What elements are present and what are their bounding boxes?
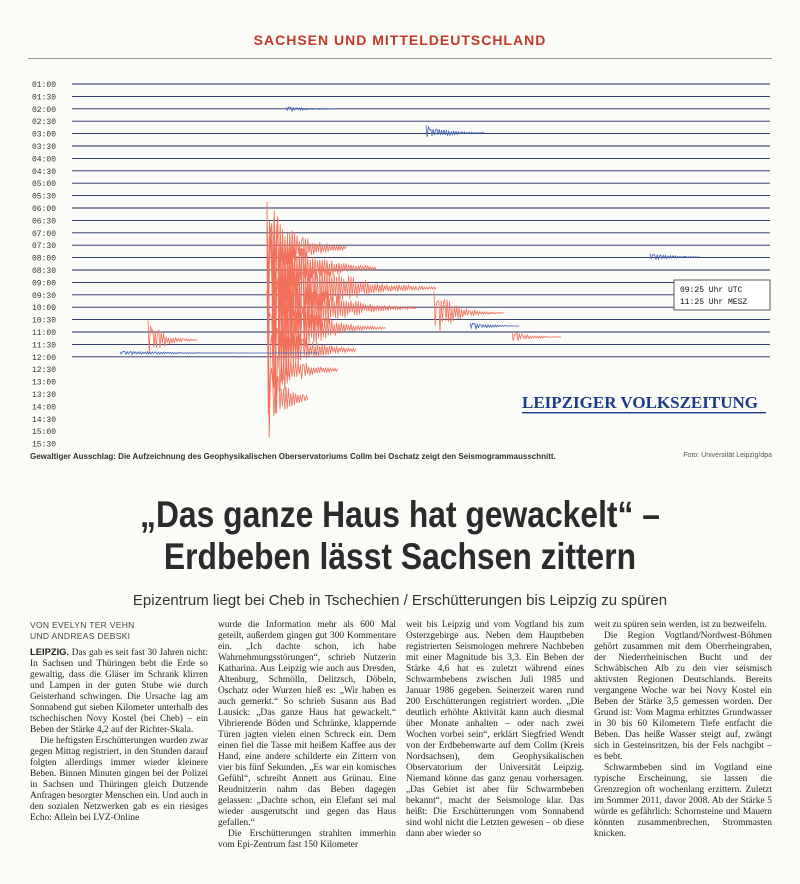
time-label: 09:30 bbox=[32, 291, 57, 301]
photo-caption: Gewaltiger Ausschlag: Die Aufzeichnung des Geophysikalischen Oberservatoriums Collm bei Oschatz zeigt den Seismogrammausschnitt. bbox=[30, 452, 556, 461]
newspaper-logo: LEIPZIGER VOLKSZEITUNG bbox=[522, 393, 758, 412]
time-label: 08:00 bbox=[32, 254, 57, 264]
headline-line-1: „Das ganze Haus hat gewackelt“ – bbox=[140, 494, 660, 535]
photo-credit: Foto: Universität Leipzig/dpa bbox=[683, 452, 772, 459]
annotation-utc: 09:25 Uhr UTC bbox=[680, 286, 743, 295]
time-label: 07:30 bbox=[32, 242, 57, 252]
time-label: 08:30 bbox=[32, 267, 57, 276]
paragraph: Die heftigsten Erschütterungen wurden zwar gegen Mittag registriert, in den Stunden darauf folgten allerdings immer wieder kleinere Beben. Binnen Minuten gingen bei der Polizei in Sachsen und Thüringen gleich Dutzende Anfragen besorgter Menschen ein. Und auch in den sozialen Netzwerken gab es ein riesiges Echo: Allein bei LVZ-Online bbox=[30, 736, 208, 823]
time-label: 14:00 bbox=[32, 403, 57, 413]
time-label: 05:00 bbox=[32, 180, 57, 190]
subheadline: Epizentrum liegt bei Cheb in Tschechien / Erschütterungen bis Leipzig zu spüren bbox=[132, 592, 668, 609]
time-label: 12:30 bbox=[32, 366, 57, 376]
time-label: 14:30 bbox=[32, 415, 57, 425]
article-column-3 bbox=[406, 620, 584, 878]
article-body bbox=[30, 620, 772, 878]
article-column-2 bbox=[218, 620, 396, 878]
tremor-burst bbox=[426, 125, 485, 137]
aftershock-burst bbox=[512, 331, 561, 340]
byline bbox=[30, 620, 208, 642]
section-title: SACHSEN UND MITTELDEUTSCHLAND bbox=[253, 32, 547, 48]
article-column-1 bbox=[30, 620, 208, 878]
seismogram bbox=[30, 68, 772, 456]
time-label: 13:30 bbox=[32, 391, 57, 400]
time-label: 10:30 bbox=[32, 316, 57, 326]
time-label: 04:30 bbox=[32, 167, 57, 177]
time-label: 04:00 bbox=[32, 155, 57, 165]
time-label: 13:00 bbox=[32, 378, 57, 388]
headline-line-2: Erdbeben lässt Sachsen zittern bbox=[163, 536, 637, 577]
logo-underline bbox=[522, 412, 766, 413]
byline-line-2: UND ANDREAS DEBSKI bbox=[30, 631, 131, 641]
dateline: LEIPZIG. bbox=[30, 646, 70, 657]
time-label: 06:00 bbox=[32, 205, 57, 214]
paragraph: Schwarmbeben sind im Vogtland eine typische Erscheinung, sie lassen die Grenzregion oft wochenlang erzittern. Zuletzt im Sommer 2011, davor 2008. Ab der Stärke 5 würde es gefährlich: Schornsteine und Mauern könnten zusammenbrechen, Strommasten knicken. bbox=[594, 763, 772, 839]
time-label: 03:30 bbox=[32, 143, 57, 152]
time-label: 02:00 bbox=[32, 105, 57, 115]
paragraph: weit zu spüren sein werden, ist zu bezweifeln. bbox=[594, 620, 767, 630]
article-column-4 bbox=[594, 620, 772, 878]
annotation-mesz: 11:25 Uhr MESZ bbox=[680, 298, 748, 307]
time-label: 05:30 bbox=[32, 192, 57, 202]
time-label: 12:00 bbox=[32, 353, 57, 363]
time-label: 15:00 bbox=[32, 428, 57, 438]
section-divider bbox=[28, 58, 772, 59]
time-label: 11:30 bbox=[32, 341, 57, 351]
time-label: 06:30 bbox=[32, 217, 57, 227]
byline-line-1: VON EVELYN TER VEHN bbox=[30, 620, 135, 630]
time-label: 03:00 bbox=[32, 130, 57, 140]
paragraph: weit bis Leipzig und vom Vogtland bis zum Osterzgebirge aus. Neben dem Hauptbeben registrierten Seismologen mehrere Nachbeben mit einer Magnitude bis 3,3. Ein Beben der Stärke 4,6 hat es zuletzt während eines Schwarmbebens zwischen Juli 1985 und Januar 1986 gegeben. Seinerzeit waren rund 200 Erschütterungen registriert worden. „Die deutlich erhöhte Aktivität kann auch diesmal über Monate anhalten – oder nach zwei Wochen vorbei sein“, erklärt Siegfried Wendt von der Erdbebenwarte auf dem Collm (Kreis Nordsachsen), dem Geophysikalischen Observatorium der Universität Leipzig. Niemand könne das ganz genau vorhersagen. „Das Gebiet ist aber für Schwarmbeben bekannt“, macht der Seismologe klar. Das heißt: Die Erschütterungen vom Sonnabend sind wohl nicht die Letzten gewesen – ob diese dann aber wieder so bbox=[406, 620, 584, 839]
tremor-burst bbox=[650, 254, 699, 260]
time-label: 11:00 bbox=[32, 329, 57, 338]
aftershock-burst bbox=[434, 291, 504, 332]
time-label: 10:00 bbox=[32, 304, 57, 314]
time-label: 02:30 bbox=[32, 118, 57, 128]
paragraph: Die Erschütterungen strahlten immerhin vom Epi-Zentrum fast 150 Kilometer bbox=[218, 829, 396, 850]
time-label: 09:00 bbox=[32, 279, 57, 289]
aftershock-burst bbox=[148, 320, 197, 353]
paragraph: wurde die Information mehr als 600 Mal geteilt, außerdem gingen gut 300 Kommentare ein. „Ich dachte schon, ich habe Wahrnehmungsstörungen“, schrieb Nutzerin Katharina. Aus Leipzig wie auch aus Dresden, Altenburg, Schmölln, Delitzsch, Döbeln, Oschatz oder Wurzen hieß es: „Wir haben es auch gemerkt.“ So schrieb Susann aus Bad Lausick: „Das ganze Haus hat gewackelt.“ Vibrierende Böden und Schränke, klappernde Türen jagten vielen einen Schreck ein. Dem einen fiel die Tasse mit heißem Kaffee aus der Hand, eine andere schilderte ein Zittern von vier bis fünf Sekunden. „Es war ein komisches Gefühl“, schreibt Annett aus Grünau. Eine Reudnitzerin nahm das Beben dagegen gelassen: „Dachte schon, ein Elefant sei mal wieder ausgerutscht und gegen das Haus gefallen.“ bbox=[218, 620, 396, 828]
tremor-burst bbox=[470, 323, 519, 329]
paragraph: LEIPZIG. Das gab es seit fast 30 Jahren nicht: In Sachsen und Thüringen bebt die Erde so gewaltig, dass die Gläser im Schrank klirren und Lampen in der guten Stube wie durch Geisterhand schwingen. Die Ursache lag am Sonnabend gut sieben Kilometer unterhalb des tschechischen Novy Kostel (bei Cheb) – ein Beben der Stärke 4,2 auf der Richter-Skala. bbox=[30, 646, 208, 735]
time-label: 07:00 bbox=[32, 229, 57, 239]
paragraph: Die Region Vogtland/Nordwest-Böhmen gehört zusammen mit dem Oberrheingraben, der Niederrheinischen Bucht und der Schwäbischen Alb zu den vier seismisch aktivsten Regionen Deutschlands. Bereits vergangene Woche war bei Novy Kostel ein Beben der Stärke 3,5 gemessen worden. Der Grund ist: Vom Magma erhitztes Grundwasser in 30 bis 60 Kilometern Tiefe entfacht die Beben. Das heiße Wasser steigt auf, zwängt sich in Gesteinsritzen, bis der Fels nachgibt – es bebt. bbox=[594, 631, 772, 762]
time-axis-labels bbox=[32, 81, 56, 450]
time-label: 01:30 bbox=[32, 93, 57, 103]
headline bbox=[56, 494, 744, 578]
time-label: 15:30 bbox=[32, 440, 57, 450]
seismogram-traces bbox=[72, 84, 770, 438]
time-label: 01:00 bbox=[32, 81, 57, 90]
